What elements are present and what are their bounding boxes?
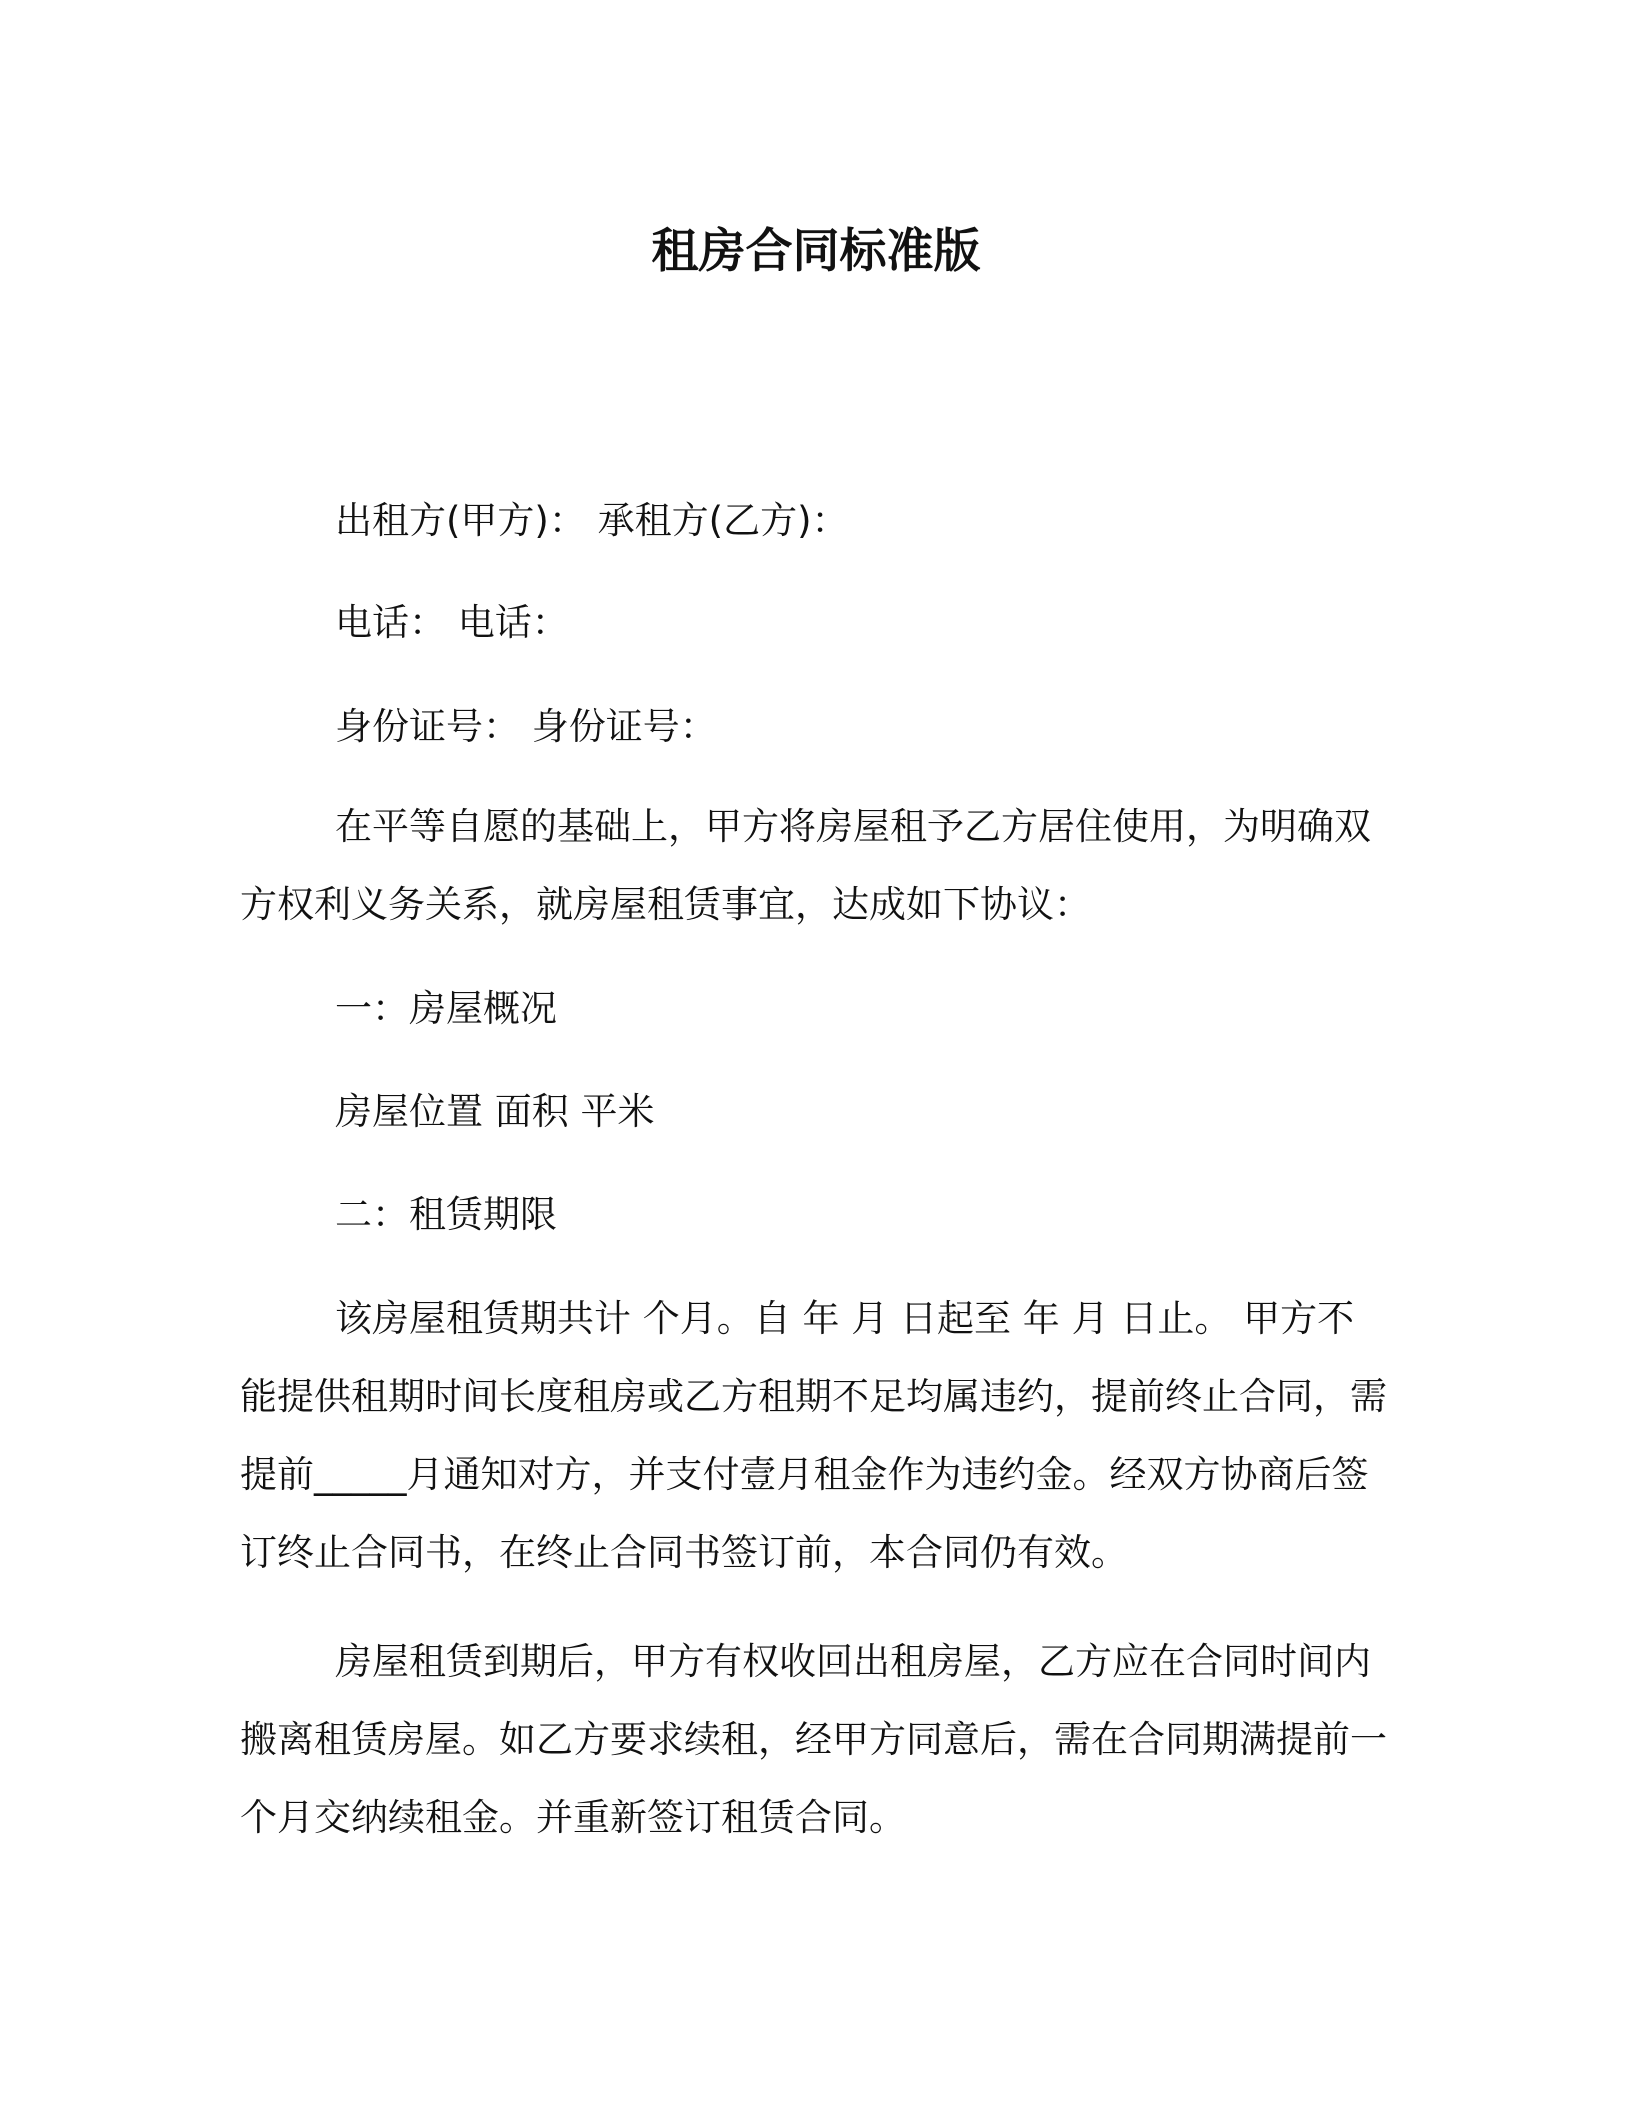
section-1-heading: 一：房屋概况 xyxy=(335,987,557,1030)
document-title: 租房合同标准版 xyxy=(651,224,981,279)
section-1-content: 房屋位置 面积 平米 xyxy=(335,1090,655,1133)
section-2-paragraph-2: 房屋租赁到期后，甲方有权收回出租房屋，乙方应在合同时间内搬离租赁房屋。如乙方要求续租，经甲方同意后，需在合同期满提前一个月交纳续租金。并重新签订租赁合同。 xyxy=(240,1640,1387,1839)
phone-line: 电话： 电话： xyxy=(335,601,569,644)
section-2-paragraph-1: 该房屋租赁期共计 个月。自 年 月 日起至 年 月 日止。 甲方不能提供租期时间长度租房或乙方租期不足均属违约，提前终止合同，需提前_____月通知对方，并支付壹月租金作为违约金。经双方协商后签订终止合同书，在终止合同书签订前，本合同仍有效。 xyxy=(240,1297,1387,1574)
party-line: 出租方(甲方)： 承租方(乙方)： xyxy=(335,499,849,542)
section-2-heading: 二：租赁期限 xyxy=(335,1193,557,1236)
id-number-line: 身份证号： 身份证号： xyxy=(335,705,717,748)
intro-paragraph: 在平等自愿的基础上，甲方将房屋租予乙方居住使用，为明确双方权利义务关系，就房屋租赁事宜，达成如下协议： xyxy=(240,805,1371,926)
